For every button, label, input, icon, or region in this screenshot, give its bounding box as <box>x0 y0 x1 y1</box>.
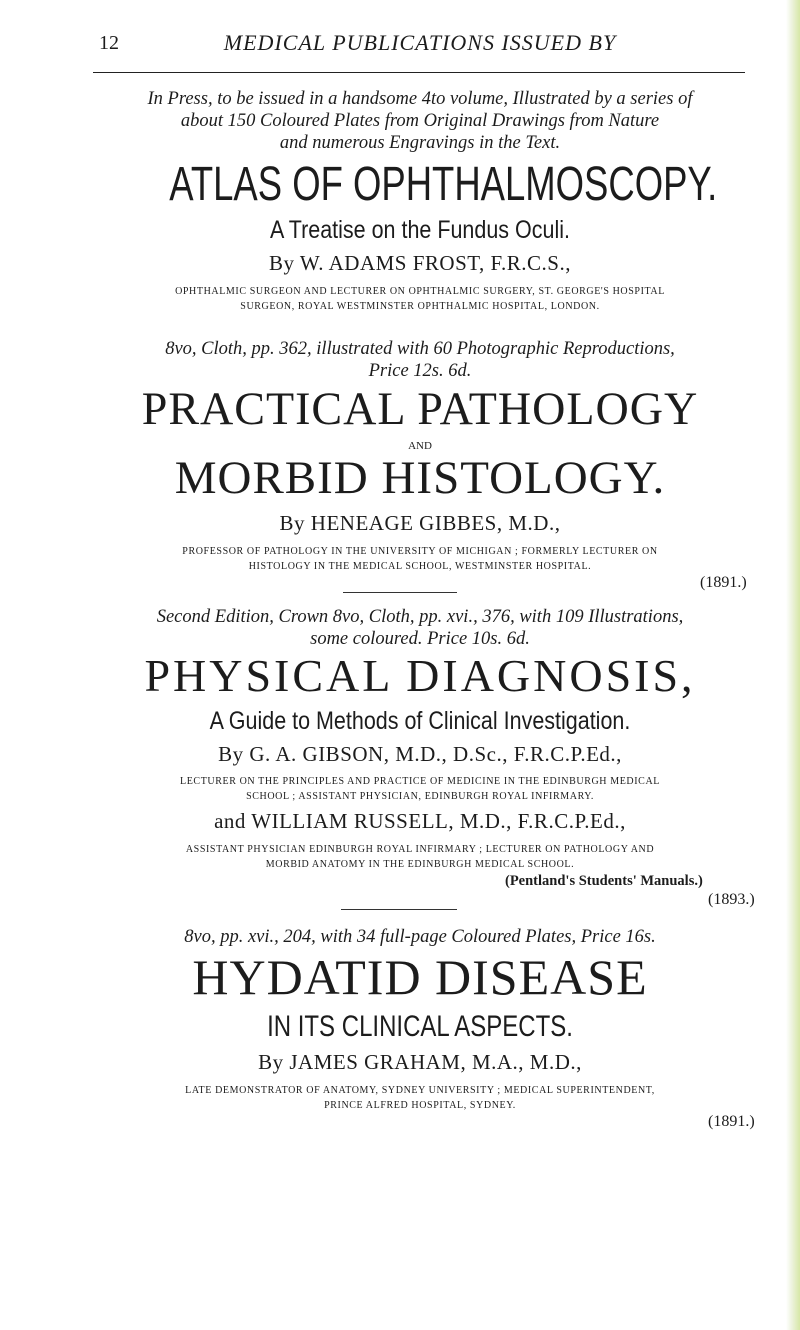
author-line: By HENEAGE GIBBES, M.D., <box>279 511 561 535</box>
page-edge <box>786 0 800 1330</box>
author-credentials: OPHTHALMIC SURGEON AND LECTURER ON OPHTHALMIC SURGERY, ST. GEORGE'S HOSPITAL <box>175 286 665 297</box>
entry-intro-line: and numerous Engravings in the Text. <box>279 133 561 153</box>
book-title: MORBID HISTOLOGY. <box>174 452 666 504</box>
author-line: By G. A. GIBSON, M.D., D.Sc., F.R.C.P.Ed., <box>218 742 622 766</box>
author-credentials: SURGEON, ROYAL WESTMINSTER OPHTHALMIC HOSPITAL, LONDON. <box>240 301 600 312</box>
book-title: ATLAS OF OPHTHALMOSCOPY. <box>169 158 718 211</box>
running-title: MEDICAL PUBLICATIONS ISSUED BY <box>223 30 617 55</box>
author-line: By JAMES GRAHAM, M.A., M.D., <box>258 1050 582 1074</box>
entry-intro-line: In Press, to be issued in a handsome 4to volume, Illustrated by a series of <box>147 89 693 109</box>
book-title: HYDATID DISEASE <box>192 949 648 1005</box>
entry-intro-line: 8vo, pp. xvi., 204, with 34 full-page Coloured Plates, Price 16s. <box>184 927 656 947</box>
book-subtitle: IN ITS CLINICAL ASPECTS. <box>267 1010 573 1043</box>
book-title: PHYSICAL DIAGNOSIS, <box>144 650 696 701</box>
entry-rule <box>343 592 457 593</box>
page-number: 12 <box>99 32 119 54</box>
header-rule <box>93 72 745 73</box>
entry-intro-line: 8vo, Cloth, pp. 362, illustrated with 60 Photographic Reproductions, <box>165 339 675 359</box>
title-conjunction: AND <box>408 440 432 452</box>
entry-intro-line: Price 12s. 6d. <box>368 361 472 381</box>
author-line: and WILLIAM RUSSELL, M.D., F.R.C.P.Ed., <box>214 809 626 833</box>
series-name: (Pentland's Students' Manuals.) <box>505 873 703 889</box>
author-line: By W. ADAMS FROST, F.R.C.S., <box>269 251 571 275</box>
running-head <box>0 30 800 64</box>
author-credentials: LECTURER ON THE PRINCIPLES AND PRACTICE OF MEDICINE IN THE EDINBURGH MEDICAL <box>180 776 660 787</box>
book-subtitle: A Treatise on the Fundus Oculi. <box>270 216 570 244</box>
author-credentials: PRINCE ALFRED HOSPITAL, SYDNEY. <box>324 1100 516 1111</box>
author-credentials: SCHOOL ; ASSISTANT PHYSICIAN, EDINBURGH ROYAL INFIRMARY. <box>246 791 594 802</box>
entry-intro-line: some coloured. Price 10s. 6d. <box>310 629 530 649</box>
author-credentials: MORBID ANATOMY IN THE EDINBURGH MEDICAL SCHOOL. <box>265 859 575 870</box>
author-credentials: HISTOLOGY IN THE MEDICAL SCHOOL, WESTMINSTER HOSPITAL. <box>248 561 592 572</box>
author-credentials: ASSISTANT PHYSICIAN EDINBURGH ROYAL INFIRMARY ; LECTURER ON PATHOLOGY AND <box>185 844 655 855</box>
entry-intro-line: Second Edition, Crown 8vo, Cloth, pp. xvi., 376, with 109 Illustrations, <box>156 607 684 627</box>
author-credentials: LATE DEMONSTRATOR OF ANATOMY, SYDNEY UNIVERSITY ; MEDICAL SUPERINTENDENT, <box>185 1085 655 1096</box>
author-credentials: PROFESSOR OF PATHOLOGY IN THE UNIVERSITY OF MICHIGAN ; FORMERLY LECTURER ON <box>182 546 658 557</box>
publication-year: (1891.) <box>700 574 747 591</box>
publication-year: (1893.) <box>708 891 755 908</box>
entry-intro-line: about 150 Coloured Plates from Original Drawings from Nature <box>180 111 660 131</box>
entry-rule <box>341 909 457 910</box>
book-title: PRACTICAL PATHOLOGY <box>141 383 699 435</box>
publication-year: (1891.) <box>708 1113 755 1130</box>
book-subtitle: A Guide to Methods of Clinical Investigation. <box>209 707 631 735</box>
